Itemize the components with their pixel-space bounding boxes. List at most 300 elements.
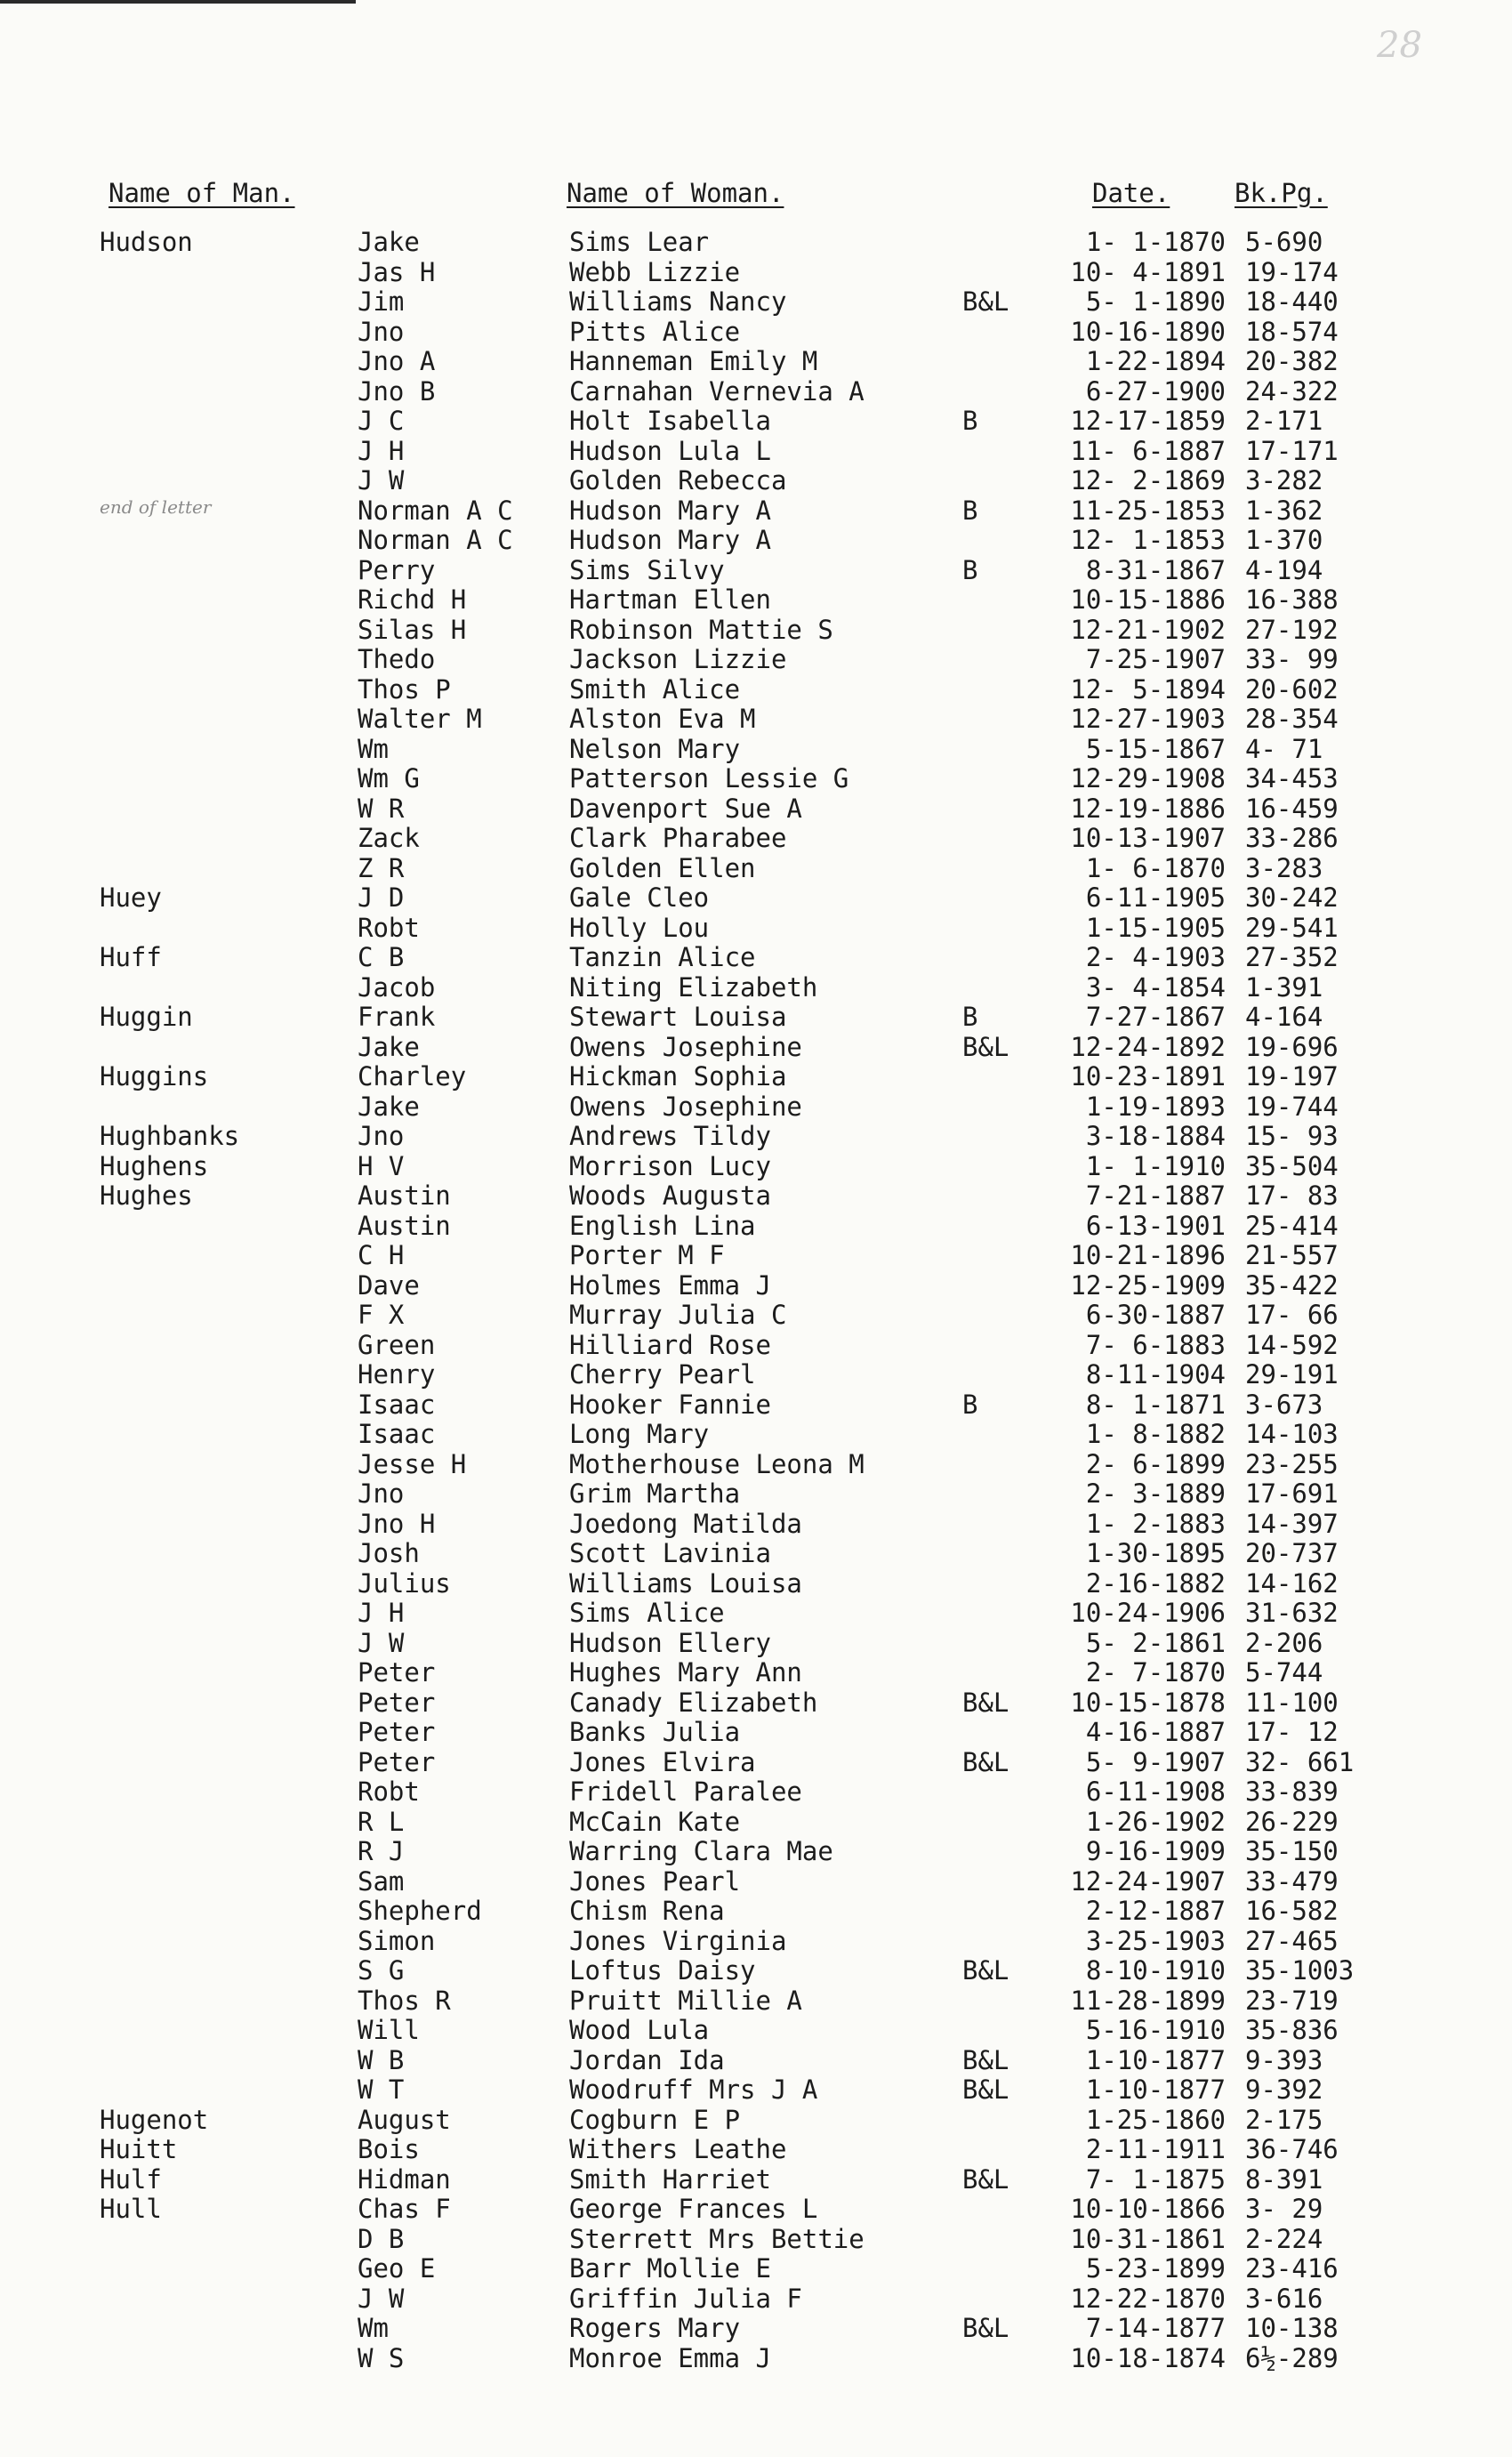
book-page-cell: 3- 29 xyxy=(1245,2194,1323,2224)
record-row xyxy=(0,1479,1512,1510)
woman-name-cell: Woods Augusta xyxy=(569,1180,771,1211)
book-page-cell: 19-744 xyxy=(1245,1091,1339,1122)
date-cell: 4-16-1887 xyxy=(1085,1717,1226,1747)
date-cell: 11- 6-1887 xyxy=(1070,435,1226,466)
woman-name-cell: Banks Julia xyxy=(569,1717,741,1747)
date-cell: 1- 2-1883 xyxy=(1085,1508,1226,1539)
woman-name-cell: Loftus Daisy xyxy=(569,1955,756,1986)
book-page-cell: 14-397 xyxy=(1245,1508,1339,1539)
record-row xyxy=(0,2284,1512,2315)
surname-cell: Huggins xyxy=(100,1061,209,1092)
date-cell: 9-16-1909 xyxy=(1085,1836,1226,1866)
man-name-cell: Simon xyxy=(358,1925,436,1956)
surname-cell: Hughes xyxy=(100,1180,193,1211)
man-name-cell: W R xyxy=(358,793,405,824)
date-cell: 5- 1-1890 xyxy=(1085,286,1226,317)
date-cell: 7-25-1907 xyxy=(1085,644,1226,674)
man-name-cell: J W xyxy=(358,1627,405,1658)
woman-name-cell: Owens Josephine xyxy=(569,1031,802,1062)
woman-name-cell: Motherhouse Leona M xyxy=(569,1448,865,1479)
man-name-cell: R L xyxy=(358,1806,405,1837)
book-page-cell: 27-352 xyxy=(1245,942,1339,972)
record-row xyxy=(0,1510,1512,1540)
man-name-cell: Green xyxy=(358,1329,436,1360)
date-cell: 1-10-1877 xyxy=(1085,2044,1226,2075)
woman-name-cell: Jones Elvira xyxy=(569,1746,756,1777)
woman-name-cell: Stewart Louisa xyxy=(569,1002,787,1032)
woman-name-cell: Gale Cleo xyxy=(569,882,710,913)
woman-name-cell: Hooker Fannie xyxy=(569,1389,771,1420)
date-cell: 7-27-1867 xyxy=(1085,1002,1226,1032)
woman-name-cell: Hudson Mary A xyxy=(569,495,771,526)
record-row xyxy=(0,1599,1512,1629)
man-name-cell: Norman A C xyxy=(358,495,513,526)
man-name-cell: Jno A xyxy=(358,346,436,376)
book-page-cell: 10-138 xyxy=(1245,2313,1339,2343)
book-page-cell: 16-388 xyxy=(1245,584,1339,615)
record-row xyxy=(0,1927,1512,1957)
code-cell: B xyxy=(962,554,978,585)
book-page-cell: 33-286 xyxy=(1245,823,1339,853)
woman-name-cell: Tanzin Alice xyxy=(569,942,756,972)
woman-name-cell: Scott Lavinia xyxy=(569,1538,771,1568)
book-page-cell: 34-453 xyxy=(1245,763,1339,793)
date-cell: 2- 4-1903 xyxy=(1085,942,1226,972)
record-row xyxy=(0,2016,1512,2046)
woman-name-cell: Cogburn E P xyxy=(569,2104,741,2135)
man-name-cell: Robt xyxy=(358,1776,420,1807)
record-row xyxy=(0,1390,1512,1421)
book-page-cell: 35-504 xyxy=(1245,1150,1339,1181)
record-row xyxy=(0,1539,1512,1569)
book-page-cell: 33-839 xyxy=(1245,1776,1339,1807)
man-name-cell: C H xyxy=(358,1240,405,1270)
book-page-cell: 35-422 xyxy=(1245,1269,1339,1301)
margin-note: end of letter xyxy=(100,496,212,518)
date-cell: 5-23-1899 xyxy=(1085,2253,1226,2284)
book-page-cell: 36-746 xyxy=(1245,2134,1339,2164)
man-name-cell: Julius xyxy=(358,1567,451,1599)
man-name-cell: Silas H xyxy=(358,614,467,645)
woman-name-cell: Hilliard Rose xyxy=(569,1329,771,1360)
woman-name-cell: Smith Harriet xyxy=(569,2163,771,2195)
woman-name-cell: Jones Pearl xyxy=(569,1865,741,1897)
record-row xyxy=(0,1092,1512,1123)
record-row xyxy=(0,1867,1512,1897)
book-page-cell: 17-691 xyxy=(1245,1478,1339,1509)
woman-name-cell: Jackson Lizzie xyxy=(569,644,787,674)
woman-name-cell: Golden Ellen xyxy=(569,852,756,883)
date-cell: 1- 1-1910 xyxy=(1085,1150,1226,1181)
date-cell: 10-31-1861 xyxy=(1070,2223,1226,2254)
book-page-cell: 14-162 xyxy=(1245,1567,1339,1599)
man-name-cell: Josh xyxy=(358,1538,420,1568)
date-cell: 7- 1-1875 xyxy=(1085,2163,1226,2195)
record-row xyxy=(0,1837,1512,1867)
woman-name-cell: Withers Leathe xyxy=(569,2134,787,2164)
man-name-cell: Norman A C xyxy=(358,525,513,555)
woman-name-cell: Rogers Mary xyxy=(569,2313,741,2343)
book-page-cell: 2-224 xyxy=(1245,2223,1323,2254)
record-row xyxy=(0,973,1512,1003)
man-name-cell: Jacob xyxy=(358,971,436,1003)
code-cell: B&L xyxy=(962,1955,1009,1986)
man-name-cell: Charley xyxy=(358,1061,467,1092)
date-cell: 6-11-1905 xyxy=(1085,882,1226,913)
date-cell: 12-25-1909 xyxy=(1070,1269,1226,1301)
woman-name-cell: Woodruff Mrs J A xyxy=(569,2074,818,2105)
surname-cell: Huggin xyxy=(100,1002,193,1032)
date-cell: 12-22-1870 xyxy=(1070,2283,1226,2314)
record-row xyxy=(0,1897,1512,1927)
record-row xyxy=(0,1360,1512,1390)
woman-name-cell: Wood Lula xyxy=(569,2015,710,2045)
record-row xyxy=(0,943,1512,973)
book-page-cell: 2-171 xyxy=(1245,406,1323,436)
surname-cell: Hulf xyxy=(100,2163,162,2195)
woman-name-cell: English Lina xyxy=(569,1210,756,1241)
date-cell: 11-28-1899 xyxy=(1070,1985,1226,2016)
man-name-cell: Peter xyxy=(358,1746,436,1777)
surname-cell: Huff xyxy=(100,942,162,972)
woman-name-cell: Cherry Pearl xyxy=(569,1359,756,1390)
date-cell: 8-31-1867 xyxy=(1085,554,1226,585)
book-page-cell: 1-391 xyxy=(1245,971,1323,1003)
date-cell: 2-16-1882 xyxy=(1085,1567,1226,1599)
man-name-cell: Isaac xyxy=(358,1389,436,1420)
man-name-cell: Jesse H xyxy=(358,1448,467,1479)
book-page-cell: 30-242 xyxy=(1245,882,1339,913)
book-page-cell: 26-229 xyxy=(1245,1806,1339,1837)
man-name-cell: Shepherd xyxy=(358,1896,482,1926)
record-row xyxy=(0,645,1512,675)
date-cell: 10-18-1874 xyxy=(1070,2342,1226,2373)
book-page-cell: 5-690 xyxy=(1245,227,1323,257)
man-name-cell: Jake xyxy=(358,227,420,257)
record-row xyxy=(0,1212,1512,1242)
date-cell: 6-13-1901 xyxy=(1085,1210,1226,1241)
woman-name-cell: Hughes Mary Ann xyxy=(569,1657,802,1688)
surname-cell: Hughens xyxy=(100,1150,209,1181)
date-cell: 7- 6-1883 xyxy=(1085,1329,1226,1360)
man-name-cell: Wm xyxy=(358,2313,389,2343)
woman-name-cell: Williams Nancy xyxy=(569,286,787,317)
date-cell: 12- 5-1894 xyxy=(1070,673,1226,705)
man-name-cell: Thos P xyxy=(358,673,451,705)
woman-name-cell: George Frances L xyxy=(569,2194,818,2224)
record-row xyxy=(0,1331,1512,1361)
date-cell: 1-25-1860 xyxy=(1085,2104,1226,2135)
book-page-cell: 35-836 xyxy=(1245,2015,1339,2045)
record-row xyxy=(0,1271,1512,1301)
woman-name-cell: Andrews Tildy xyxy=(569,1121,771,1151)
book-page-cell: 15- 93 xyxy=(1245,1121,1339,1151)
book-page-cell: 2-206 xyxy=(1245,1627,1323,1658)
date-cell: 10-15-1878 xyxy=(1070,1687,1226,1718)
code-cell: B xyxy=(962,1389,978,1420)
code-cell: B&L xyxy=(962,1746,1009,1777)
book-page-cell: 1-362 xyxy=(1245,495,1323,526)
date-cell: 12-24-1907 xyxy=(1070,1865,1226,1897)
book-page-cell: 9-392 xyxy=(1245,2074,1323,2105)
man-name-cell: Richd H xyxy=(358,584,467,615)
date-cell: 12-29-1908 xyxy=(1070,763,1226,793)
date-cell: 3-18-1884 xyxy=(1085,1121,1226,1151)
book-page-cell: 4-194 xyxy=(1245,554,1323,585)
record-row xyxy=(0,2165,1512,2195)
woman-name-cell: Hanneman Emily M xyxy=(569,346,818,376)
man-name-cell: Dave xyxy=(358,1269,420,1301)
woman-name-cell: Sims Lear xyxy=(569,227,710,257)
book-page-cell: 31-632 xyxy=(1245,1598,1339,1628)
man-name-cell: J W xyxy=(358,2283,405,2314)
record-row xyxy=(0,616,1512,646)
date-cell: 1-15-1905 xyxy=(1085,912,1226,943)
header-name-of-woman: Name of Woman. xyxy=(567,178,784,208)
woman-name-cell: Owens Josephine xyxy=(569,1091,802,1122)
record-row xyxy=(0,675,1512,705)
woman-name-cell: Morrison Lucy xyxy=(569,1150,771,1181)
woman-name-cell: Hartman Ellen xyxy=(569,584,771,615)
woman-name-cell: Robinson Mattie S xyxy=(569,614,833,645)
woman-name-cell: Monroe Emma J xyxy=(569,2342,771,2373)
record-row xyxy=(0,824,1512,854)
date-cell: 5- 9-1907 xyxy=(1085,1746,1226,1777)
man-name-cell: Jim xyxy=(358,286,405,317)
record-row xyxy=(0,2344,1512,2374)
record-row xyxy=(0,1569,1512,1599)
book-page-cell: 17- 12 xyxy=(1245,1717,1339,1747)
man-name-cell: Sam xyxy=(358,1865,405,1897)
woman-name-cell: Davenport Sue A xyxy=(569,793,802,824)
woman-name-cell: Holly Lou xyxy=(569,912,710,943)
code-cell: B xyxy=(962,1002,978,1032)
woman-name-cell: Williams Louisa xyxy=(569,1567,802,1599)
man-name-cell: Jno xyxy=(358,1121,405,1151)
date-cell: 10-10-1866 xyxy=(1070,2194,1226,2224)
woman-name-cell: Hudson Ellery xyxy=(569,1627,771,1658)
record-row xyxy=(0,1658,1512,1688)
record-row xyxy=(0,1033,1512,1063)
date-cell: 3-25-1903 xyxy=(1085,1925,1226,1956)
book-page-cell: 4-164 xyxy=(1245,1002,1323,1032)
woman-name-cell: Nelson Mary xyxy=(569,733,741,764)
record-row xyxy=(0,735,1512,765)
man-name-cell: Jake xyxy=(358,1031,420,1062)
woman-name-cell: Hudson Mary A xyxy=(569,525,771,555)
record-row xyxy=(0,377,1512,407)
book-page-cell: 20-602 xyxy=(1245,673,1339,705)
date-cell: 7-21-1887 xyxy=(1085,1180,1226,1211)
man-name-cell: W S xyxy=(358,2342,405,2373)
record-row xyxy=(0,1181,1512,1212)
woman-name-cell: Alston Eva M xyxy=(569,704,756,734)
book-page-cell: 32- 661 xyxy=(1245,1746,1355,1777)
man-name-cell: Will xyxy=(358,2015,420,2045)
book-page-cell: 25-414 xyxy=(1245,1210,1339,1241)
woman-name-cell: Sterrett Mrs Bettie xyxy=(569,2223,865,2254)
man-name-cell: Wm xyxy=(358,733,389,764)
book-page-cell: 1-370 xyxy=(1245,525,1323,555)
book-page-cell: 8-391 xyxy=(1245,2163,1323,2195)
page-number: 28 xyxy=(1377,25,1422,66)
man-name-cell: Isaac xyxy=(358,1419,436,1449)
woman-name-cell: Griffin Julia F xyxy=(569,2283,802,2314)
book-page-cell: 5-744 xyxy=(1245,1657,1323,1688)
record-row xyxy=(0,1956,1512,1986)
record-row xyxy=(0,556,1512,586)
man-name-cell: J H xyxy=(358,435,405,466)
date-cell: 10-21-1896 xyxy=(1070,1240,1226,1270)
date-cell: 12-21-1902 xyxy=(1070,614,1226,645)
book-page-cell: 23-719 xyxy=(1245,1985,1339,2016)
man-name-cell: J W xyxy=(358,465,405,495)
record-row xyxy=(0,496,1512,527)
date-cell: 2-11-1911 xyxy=(1085,2134,1226,2164)
date-cell: 2- 3-1889 xyxy=(1085,1478,1226,1509)
date-cell: 2- 7-1870 xyxy=(1085,1657,1226,1688)
book-page-cell: 19-174 xyxy=(1245,256,1339,287)
date-cell: 8-10-1910 xyxy=(1085,1955,1226,1986)
man-name-cell: F X xyxy=(358,1300,405,1330)
date-cell: 10- 4-1891 xyxy=(1070,256,1226,287)
date-cell: 5-16-1910 xyxy=(1085,2015,1226,2045)
woman-name-cell: Holmes Emma J xyxy=(569,1269,771,1301)
book-page-cell: 27-465 xyxy=(1245,1925,1339,1956)
date-cell: 2- 6-1899 xyxy=(1085,1448,1226,1479)
book-page-cell: 27-192 xyxy=(1245,614,1339,645)
book-page-cell: 23-416 xyxy=(1245,2253,1339,2284)
date-cell: 1-26-1902 xyxy=(1085,1806,1226,1837)
woman-name-cell: Webb Lizzie xyxy=(569,256,741,287)
woman-name-cell: Golden Rebecca xyxy=(569,465,787,495)
date-cell: 3- 4-1854 xyxy=(1085,971,1226,1003)
man-name-cell: Jno H xyxy=(358,1508,436,1539)
book-page-cell: 19-197 xyxy=(1245,1061,1339,1092)
date-cell: 6-27-1900 xyxy=(1085,375,1226,407)
date-cell: 7-14-1877 xyxy=(1085,2313,1226,2343)
record-row xyxy=(0,1777,1512,1808)
woman-name-cell: Joedong Matilda xyxy=(569,1508,802,1539)
code-cell: B&L xyxy=(962,2313,1009,2343)
surname-cell: Hugenot xyxy=(100,2104,209,2135)
book-page-cell: 9-393 xyxy=(1245,2044,1323,2075)
book-page-cell: 3-283 xyxy=(1245,852,1323,883)
man-name-cell: Henry xyxy=(358,1359,436,1390)
date-cell: 2-12-1887 xyxy=(1085,1896,1226,1926)
man-name-cell: Chas F xyxy=(358,2194,451,2224)
code-cell: B xyxy=(962,406,978,436)
record-row xyxy=(0,883,1512,914)
man-name-cell: Thedo xyxy=(358,644,436,674)
surname-cell: Hull xyxy=(100,2194,162,2224)
man-name-cell: Thos R xyxy=(358,1985,451,2016)
man-name-cell: C B xyxy=(358,942,405,972)
man-name-cell: Peter xyxy=(358,1717,436,1747)
woman-name-cell: Jones Virginia xyxy=(569,1925,787,1956)
date-cell: 12-24-1892 xyxy=(1070,1031,1226,1062)
woman-name-cell: Niting Elizabeth xyxy=(569,971,818,1003)
code-cell: B&L xyxy=(962,2074,1009,2105)
book-page-cell: 18-440 xyxy=(1245,286,1339,317)
book-page-cell: 3-673 xyxy=(1245,1389,1323,1420)
man-name-cell: Jno xyxy=(358,316,405,347)
record-row xyxy=(0,585,1512,616)
woman-name-cell: Fridell Paralee xyxy=(569,1776,802,1807)
record-row xyxy=(0,854,1512,884)
date-cell: 12-17-1859 xyxy=(1070,406,1226,436)
woman-name-cell: Long Mary xyxy=(569,1419,710,1449)
date-cell: 1- 8-1882 xyxy=(1085,1419,1226,1449)
woman-name-cell: Barr Mollie E xyxy=(569,2253,771,2284)
book-page-cell: 14-592 xyxy=(1245,1329,1339,1360)
book-page-cell: 19-696 xyxy=(1245,1031,1339,1062)
woman-name-cell: Chism Rena xyxy=(569,1896,725,1926)
date-cell: 8- 1-1871 xyxy=(1085,1389,1226,1420)
record-row xyxy=(0,2314,1512,2344)
code-cell: B&L xyxy=(962,2163,1009,2195)
book-page-cell: 23-255 xyxy=(1245,1448,1339,1479)
record-row xyxy=(0,1152,1512,1182)
book-page-cell: 11-100 xyxy=(1245,1687,1339,1718)
man-name-cell: Jno B xyxy=(358,375,436,407)
woman-name-cell: Porter M F xyxy=(569,1240,725,1270)
header-book-page: Bk.Pg. xyxy=(1235,178,1328,208)
record-row xyxy=(0,1688,1512,1719)
date-cell: 12-27-1903 xyxy=(1070,704,1226,734)
record-row xyxy=(0,794,1512,825)
man-name-cell: J H xyxy=(358,1598,405,1628)
man-name-cell: Jno xyxy=(358,1478,405,1509)
date-cell: 10-16-1890 xyxy=(1070,316,1226,347)
date-cell: 1-10-1877 xyxy=(1085,2074,1226,2105)
record-row xyxy=(0,1808,1512,1838)
book-page-cell: 16-582 xyxy=(1245,1896,1339,1926)
man-name-cell: Bois xyxy=(358,2134,420,2164)
book-page-cell: 29-191 xyxy=(1245,1359,1339,1390)
record-row xyxy=(0,1629,1512,1659)
woman-name-cell: Patterson Lessie G xyxy=(569,763,849,793)
woman-name-cell: Pitts Alice xyxy=(569,316,741,347)
record-row xyxy=(0,407,1512,437)
man-name-cell: August xyxy=(358,2104,451,2135)
man-name-cell: W T xyxy=(358,2074,405,2105)
man-name-cell: Peter xyxy=(358,1657,436,1688)
record-row xyxy=(0,1450,1512,1480)
book-page-cell: 33-479 xyxy=(1245,1865,1339,1897)
book-page-cell: 35-1003 xyxy=(1245,1955,1355,1986)
man-name-cell: Hidman xyxy=(358,2163,451,2195)
man-name-cell: J C xyxy=(358,406,405,436)
surname-cell: Huey xyxy=(100,882,162,913)
record-row xyxy=(0,2135,1512,2165)
woman-name-cell: Smith Alice xyxy=(569,673,741,705)
woman-name-cell: Murray Julia C xyxy=(569,1300,787,1330)
record-row xyxy=(0,437,1512,467)
record-row xyxy=(0,1748,1512,1778)
date-cell: 12- 1-1853 xyxy=(1070,525,1226,555)
woman-name-cell: Holt Isabella xyxy=(569,406,771,436)
record-row xyxy=(0,526,1512,556)
record-row xyxy=(0,318,1512,348)
record-row xyxy=(0,1420,1512,1450)
surname-cell: Huitt xyxy=(100,2134,178,2164)
date-cell: 1-22-1894 xyxy=(1085,346,1226,376)
date-cell: 10-23-1891 xyxy=(1070,1061,1226,1092)
book-page-cell: 21-557 xyxy=(1245,1240,1339,1270)
record-row xyxy=(0,1003,1512,1033)
book-page-cell: 17-171 xyxy=(1245,435,1339,466)
